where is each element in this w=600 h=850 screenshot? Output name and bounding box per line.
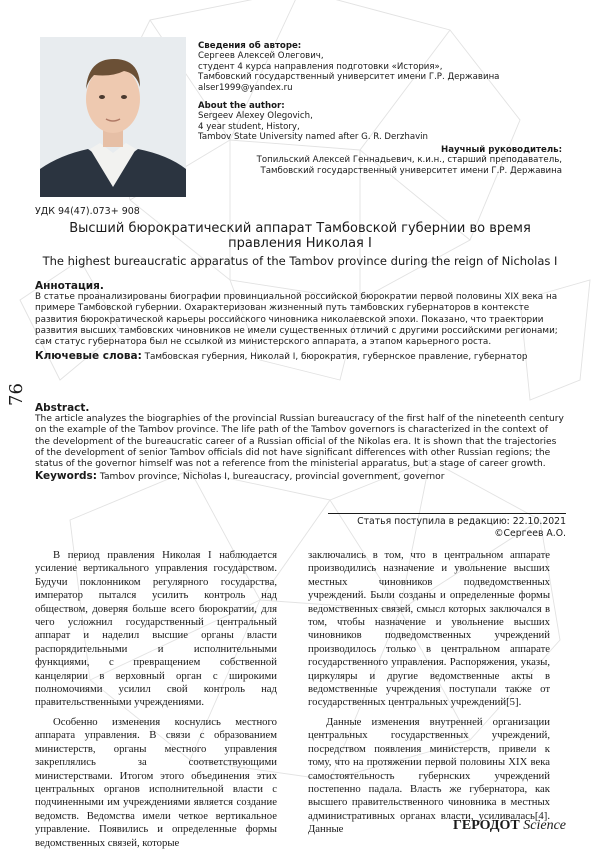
keywords-en-heading: Keywords: [35, 470, 97, 483]
divider-rule [328, 513, 566, 514]
body-paragraph: заключались в том, что в центральном аппарате производились назначение и увольнение высших местных чиновников подведомственных учреждений. Были созданы и определенные формы ведомственных связей, смысл которых заключался в том, чтобы назначение и увольнение высших чиновников подведомственных учреждений производилось только в центральном аппарате государственного управления. Распоряжения, указы, циркуляры и другие ведомственные акты в ведомственные учреждения поступали также от государственных центральных учреждений[5]. [308, 549, 550, 709]
author-info [198, 41, 578, 143]
keywords-en [35, 471, 565, 483]
author-ru-name: Сергеев Алексей Олегович, [198, 51, 324, 62]
brand-main: ГЕРОДОТ [452, 818, 520, 833]
author-en-name: Sergeev Alexey Olegovich, [198, 111, 313, 122]
author-en-heading: About the author: [198, 101, 285, 112]
supervisor-university: Тамбовский государственный университет имени Г.Р. Державина [260, 165, 562, 176]
body-column-left [35, 549, 277, 850]
author-en-university: Tambov State University named after G. R. Derzhavin [198, 132, 429, 143]
keywords-en-text: Tambov province, Nicholas I, bureaucracy, provincial government, governor [99, 472, 445, 483]
abstract-en [35, 403, 565, 483]
page-number [6, 383, 27, 406]
abstract-ru-text: В статье проанализированы биографии провинциальной российской бюрократии первой половины XIX века на примере Тамбовской губернии. Охарактеризован жизненный путь тамбовских губернаторов в контексте развития бюрократической карьеры российского чиновника николаевской эпохи. Показано, что траектории развития высших тамбовских чиновников не имели существенных отличий с другими российскими регионами; сам статус губернатора был не ссылкой из министерского аппарата, а этапом карьерного роста. [35, 292, 558, 348]
author-ru-university: Тамбовский государственный университет имени Г.Р. Державина [198, 72, 500, 83]
body-column-right [308, 549, 550, 837]
body-paragraph: Данные изменения внутренней организации центральных государственных учреждений, посредством появления министерств, привели к тому, что на протяжении первой половины XIX века самостоятельность губернских учреждений постепенно падала. Власть же губернатора, как высшего правительственного чиновника в местных административных органах власти, усиливалась[4]. Данные [308, 715, 550, 836]
author-ru-heading: Сведения об авторе: [198, 41, 302, 51]
keywords-ru [35, 351, 565, 363]
body-paragraph: Особенно изменения коснулись местного аппарата управления. В связи с образованием министерств, органы местного управления закреплялись за соответствующими министерствами. Итогом этого объединения этих центральных органов исполнительной власти с подчиненными им учреждениями является создание ведомств. Ведомства имели четкое вертикальное управление. Появились и определенные формы ведомственных связей, которые [35, 715, 277, 849]
supervisor-heading: Научный руководитель: [441, 145, 562, 155]
abstract-en-heading: Abstract. [35, 402, 90, 414]
copyright: ©Сергеев А.О. [494, 527, 566, 539]
body-paragraph: В период правления Николая I наблюдается усиление вертикального управления государством. Будучи поклонником регулярного государства, император пытался усилить контроль над обществом, доверяя больше всего бюрократии, для чего усложнил государственный центральный аппарат и наделил высшие органы власти распорядительными и исполнительными функциями, с превращением собственной канцелярии в верховный орган с широкими полномочиями усилил свой контроль над правительственными учреждениями. [35, 549, 277, 709]
abstract-ru-heading: Аннотация. [35, 280, 104, 292]
keywords-ru-heading: Ключевые слова: [35, 350, 142, 363]
author-email: alser1999@yandex.ru [198, 82, 293, 93]
author-ru-position: студент 4 курса направления подготовки «История», [198, 61, 443, 72]
received-info [357, 516, 566, 539]
received-date: Статья поступила в редакцию: 22.10.2021 [357, 516, 566, 527]
author-en-position: 4 year student, History, [198, 121, 300, 132]
article-title-ru: Высший бюрократический аппарат Тамбовской губернии во время правления Николая I [69, 221, 531, 251]
page-number-text: 76 [6, 383, 27, 406]
udk-code: УДК 94(47).073+ 908 [35, 206, 140, 217]
article-title-en: The highest bureaucratic apparatus of the Tambov province during the reign of Nicholas I [42, 254, 558, 268]
supervisor-info [202, 145, 562, 176]
journal-brand [453, 818, 566, 834]
author-photo [40, 37, 186, 197]
abstract-ru [35, 281, 565, 363]
keywords-ru-text: Тамбовская губерния, Николай I, бюрократия, губернское правление, губернатор [144, 352, 528, 363]
abstract-en-text: The article analyzes the biographies of the provincial Russian bureaucracy of the first half of the nineteenth century on the example of the Tambov province. The life path of the Tambov governors is characterized in the context of the development of the bureaucratic career of a Russian official of the Nikolas era. It is shown that the trajectories of the development of senior Tambov officials did not have significant differences with other Russian regions; the status of the governor himself was not a reference from the ministerial apparatus, but a stage of career growth. [35, 414, 564, 470]
supervisor-name: Топильский Алексей Геннадьевич, к.и.н., старший преподаватель, [256, 155, 562, 166]
brand-sub: Science [523, 818, 566, 833]
